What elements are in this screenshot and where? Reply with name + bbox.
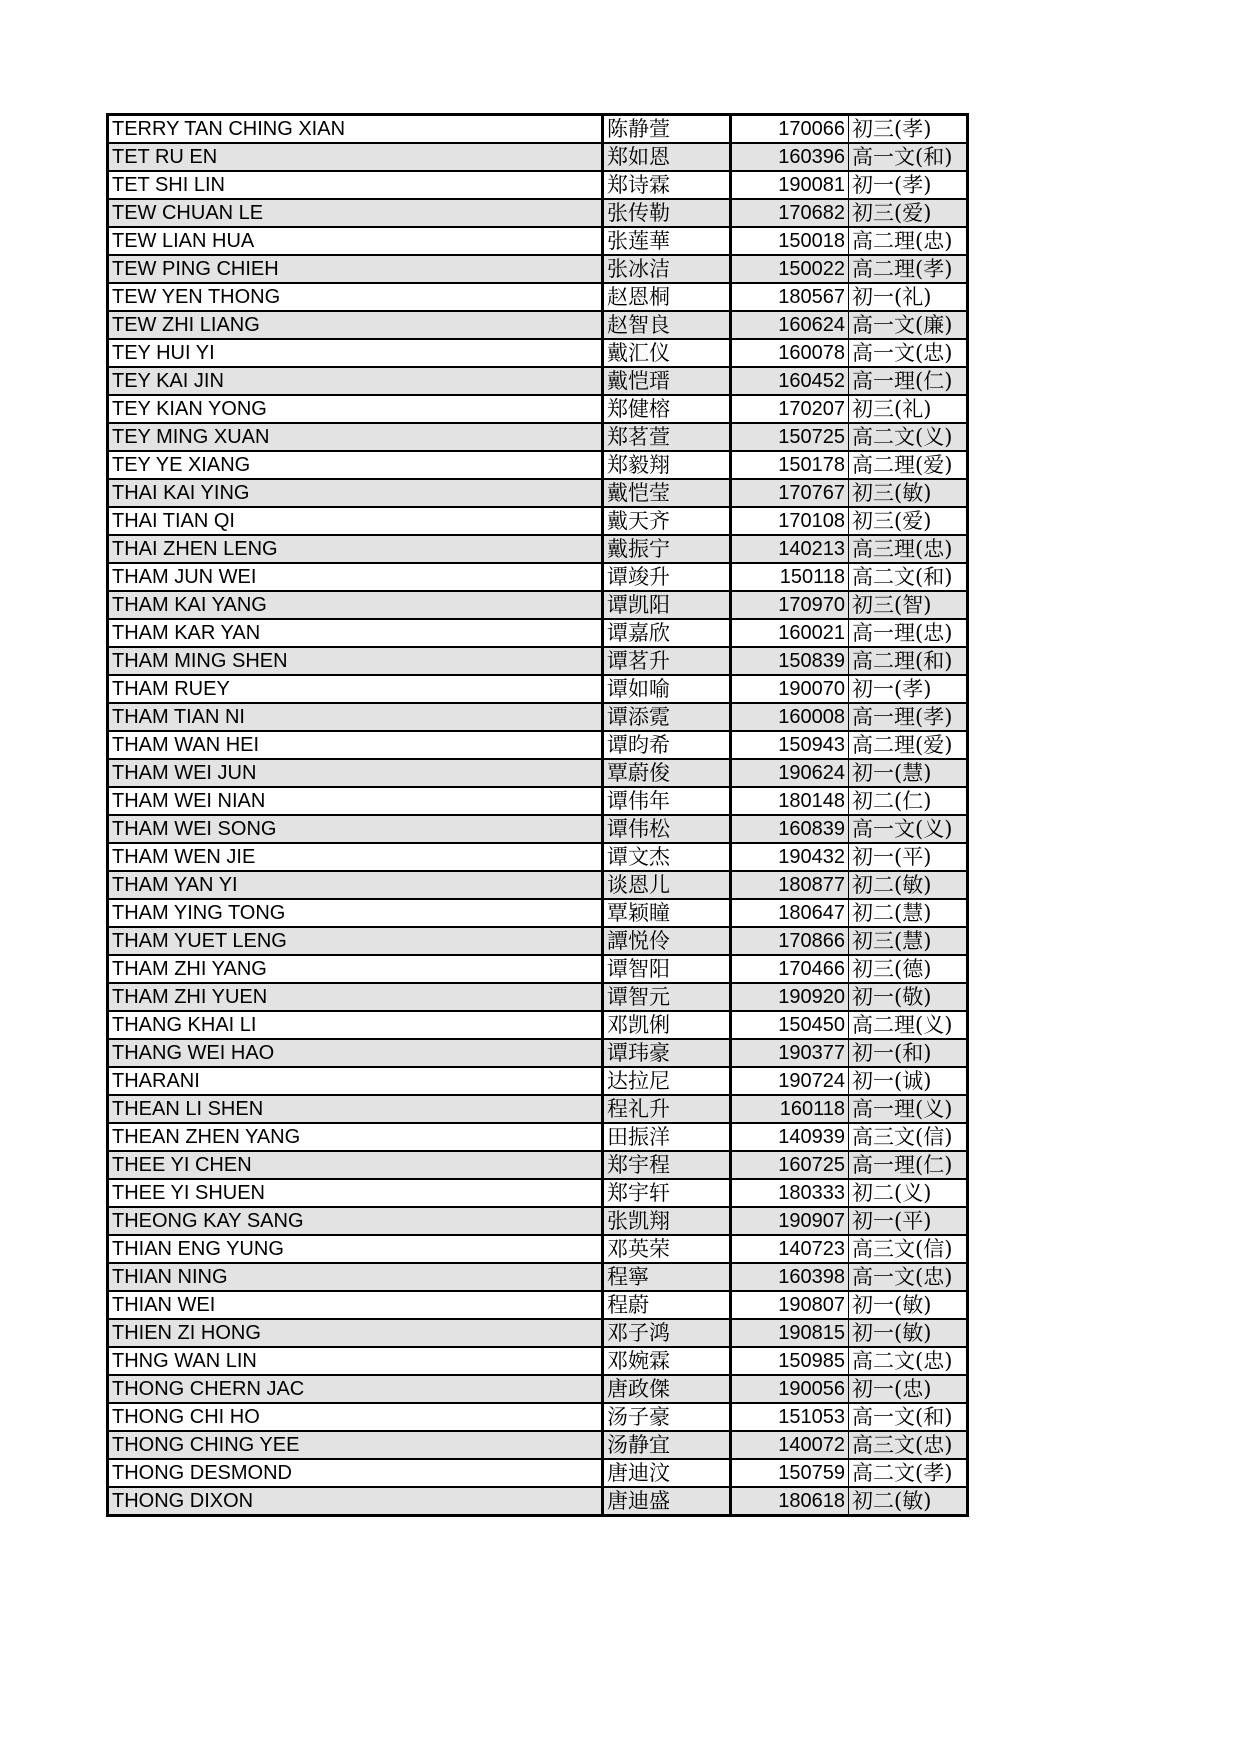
student-name-cell: THAM ZHI YANG xyxy=(108,955,603,983)
student-name-cell: THAM ZHI YUEN xyxy=(108,983,603,1011)
chinese-name-cell: 程礼升 xyxy=(603,1095,731,1123)
class-cell: 高二文(义) xyxy=(849,423,968,451)
chinese-name-cell: 覃蔚俊 xyxy=(603,759,731,787)
student-name-cell: THAM JUN WEI xyxy=(108,563,603,591)
class-cell: 初一(敏) xyxy=(849,1319,968,1347)
table-row xyxy=(108,507,968,535)
student-name-cell: TEY HUI YI xyxy=(108,339,603,367)
class-cell: 初一(平) xyxy=(849,843,968,871)
chinese-name-cell: 张莲華 xyxy=(603,227,731,255)
class-cell: 初三(慧) xyxy=(849,927,968,955)
table-row xyxy=(108,983,968,1011)
class-cell: 高一理(仁) xyxy=(849,1151,968,1179)
student-id-cell: 150943 xyxy=(731,731,849,759)
table-row xyxy=(108,1263,968,1291)
table-row xyxy=(108,283,968,311)
class-cell: 初二(慧) xyxy=(849,899,968,927)
chinese-name-cell: 郑宇程 xyxy=(603,1151,731,1179)
chinese-name-cell: 谭玮豪 xyxy=(603,1039,731,1067)
student-name-cell: THAM TIAN NI xyxy=(108,703,603,731)
chinese-name-cell: 郑宇轩 xyxy=(603,1179,731,1207)
student-name-cell: THONG DIXON xyxy=(108,1487,603,1516)
class-cell: 初一(礼) xyxy=(849,283,968,311)
student-id-cell: 190432 xyxy=(731,843,849,871)
student-id-cell: 180618 xyxy=(731,1487,849,1516)
class-cell: 高二理(和) xyxy=(849,647,968,675)
class-cell: 初一(孝) xyxy=(849,171,968,199)
student-name-cell: THEONG KAY SANG xyxy=(108,1207,603,1235)
student-id-cell: 190624 xyxy=(731,759,849,787)
class-cell: 初三(爱) xyxy=(849,199,968,227)
table-row xyxy=(108,619,968,647)
chinese-name-cell: 陈静萱 xyxy=(603,115,731,144)
student-name-cell: THANG WEI HAO xyxy=(108,1039,603,1067)
student-id-cell: 160839 xyxy=(731,815,849,843)
student-id-cell: 160398 xyxy=(731,1263,849,1291)
table-row xyxy=(108,339,968,367)
table-row xyxy=(108,115,968,144)
chinese-name-cell: 谭智阳 xyxy=(603,955,731,983)
student-name-cell: TEY KAI JIN xyxy=(108,367,603,395)
student-id-cell: 190056 xyxy=(731,1375,849,1403)
class-cell: 初一(慧) xyxy=(849,759,968,787)
student-name-cell: THAM WEN JIE xyxy=(108,843,603,871)
student-name-cell: THAM RUEY xyxy=(108,675,603,703)
table-row xyxy=(108,395,968,423)
chinese-name-cell: 谭伟松 xyxy=(603,815,731,843)
chinese-name-cell: 谭智元 xyxy=(603,983,731,1011)
student-id-cell: 150759 xyxy=(731,1459,849,1487)
table-row xyxy=(108,843,968,871)
student-name-cell: THNG WAN LIN xyxy=(108,1347,603,1375)
table-row xyxy=(108,1459,968,1487)
chinese-name-cell: 郑毅翔 xyxy=(603,451,731,479)
student-id-cell: 160021 xyxy=(731,619,849,647)
student-id-cell: 170108 xyxy=(731,507,849,535)
student-id-cell: 170466 xyxy=(731,955,849,983)
table-row xyxy=(108,759,968,787)
student-name-cell: THAM WEI SONG xyxy=(108,815,603,843)
student-id-cell: 190070 xyxy=(731,675,849,703)
student-id-cell: 150022 xyxy=(731,255,849,283)
student-name-cell: THONG CHI HO xyxy=(108,1403,603,1431)
student-id-cell: 170970 xyxy=(731,591,849,619)
class-cell: 高三文(忠) xyxy=(849,1431,968,1459)
student-id-cell: 150725 xyxy=(731,423,849,451)
chinese-name-cell: 谭伟年 xyxy=(603,787,731,815)
student-name-cell: THIAN NING xyxy=(108,1263,603,1291)
class-cell: 初一(敬) xyxy=(849,983,968,1011)
table-row xyxy=(108,1095,968,1123)
chinese-name-cell: 郑诗霖 xyxy=(603,171,731,199)
table-row xyxy=(108,1431,968,1459)
chinese-name-cell: 张凯翔 xyxy=(603,1207,731,1235)
student-id-cell: 160452 xyxy=(731,367,849,395)
chinese-name-cell: 谭竣升 xyxy=(603,563,731,591)
student-id-cell: 140072 xyxy=(731,1431,849,1459)
student-name-cell: THAM WAN HEI xyxy=(108,731,603,759)
chinese-name-cell: 唐政傑 xyxy=(603,1375,731,1403)
student-name-cell: TEY YE XIANG xyxy=(108,451,603,479)
class-cell: 高一文(义) xyxy=(849,815,968,843)
table-row xyxy=(108,787,968,815)
class-cell: 初一(忠) xyxy=(849,1375,968,1403)
student-name-cell: THAM YUET LENG xyxy=(108,927,603,955)
class-cell: 高一文(和) xyxy=(849,143,968,171)
table-row xyxy=(108,143,968,171)
student-id-cell: 170866 xyxy=(731,927,849,955)
table-row xyxy=(108,199,968,227)
student-name-cell: TEW CHUAN LE xyxy=(108,199,603,227)
class-cell: 初三(孝) xyxy=(852,117,932,141)
student-name-cell: THONG CHERN JAC xyxy=(108,1375,603,1403)
student-name-cell: THEAN ZHEN YANG xyxy=(108,1123,603,1151)
student-name-cell: THIAN ENG YUNG xyxy=(108,1235,603,1263)
chinese-name-cell: 谭昀希 xyxy=(603,731,731,759)
chinese-name-cell: 戴恺莹 xyxy=(603,479,731,507)
class-cell: 初三(敏) xyxy=(849,479,968,507)
student-id-cell: 140213 xyxy=(731,535,849,563)
chinese-name-cell: 郑健榕 xyxy=(603,395,731,423)
student-id-cell: 150118 xyxy=(731,563,849,591)
student-id-cell: 190807 xyxy=(731,1291,849,1319)
student-id-cell: 180877 xyxy=(731,871,849,899)
chinese-name-cell: 谈恩儿 xyxy=(603,871,731,899)
chinese-name-cell: 唐迪汶 xyxy=(603,1459,731,1487)
table-row xyxy=(108,1179,968,1207)
student-id-cell: 150178 xyxy=(731,451,849,479)
student-id-cell: 170066 xyxy=(731,115,849,144)
student-name-cell: THANG KHAI LI xyxy=(108,1011,603,1039)
chinese-name-cell: 郑茗萱 xyxy=(603,423,731,451)
student-name-cell: TEW ZHI LIANG xyxy=(108,311,603,339)
class-cell: 初三(德) xyxy=(849,955,968,983)
student-id-cell: 190081 xyxy=(731,171,849,199)
student-id-cell: 180333 xyxy=(731,1179,849,1207)
student-id-cell: 190724 xyxy=(731,1067,849,1095)
table-row xyxy=(108,255,968,283)
student-name-cell: THEE YI SHUEN xyxy=(108,1179,603,1207)
class-cell: 高一理(义) xyxy=(849,1095,968,1123)
student-name-cell: TEY MING XUAN xyxy=(108,423,603,451)
class-cell: 初一(孝) xyxy=(849,675,968,703)
class-cell: 高二理(孝) xyxy=(849,255,968,283)
table-row xyxy=(108,871,968,899)
student-id-cell: 170207 xyxy=(731,395,849,423)
student-id-cell: 160396 xyxy=(731,143,849,171)
chinese-name-cell: 戴天齐 xyxy=(603,507,731,535)
table-row xyxy=(108,479,968,507)
student-name-cell: TERRY TAN CHING XIAN xyxy=(108,115,603,144)
chinese-name-cell: 赵恩桐 xyxy=(603,283,731,311)
chinese-name-cell: 谭如喻 xyxy=(603,675,731,703)
class-cell: 初一(平) xyxy=(849,1207,968,1235)
chinese-name-cell: 戴振宁 xyxy=(603,535,731,563)
class-cell: 初三(礼) xyxy=(849,395,968,423)
chinese-name-cell: 唐迪盛 xyxy=(603,1487,731,1516)
student-name-cell: THAI ZHEN LENG xyxy=(108,535,603,563)
chinese-name-cell: 覃颖瞳 xyxy=(603,899,731,927)
class-cell: 高一理(仁) xyxy=(849,367,968,395)
student-id-cell: 151053 xyxy=(731,1403,849,1431)
class-cell: 高三文(信) xyxy=(849,1235,968,1263)
table-row xyxy=(108,171,968,199)
chinese-name-cell: 田振洋 xyxy=(603,1123,731,1151)
table-row xyxy=(108,1207,968,1235)
chinese-name-cell: 汤静宜 xyxy=(603,1431,731,1459)
student-id-cell: 150450 xyxy=(731,1011,849,1039)
student-id-cell: 160078 xyxy=(731,339,849,367)
student-name-cell: THIAN WEI xyxy=(108,1291,603,1319)
table-row xyxy=(108,899,968,927)
table-row xyxy=(108,1375,968,1403)
table-row xyxy=(108,451,968,479)
class-cell: 高一理(孝) xyxy=(849,703,968,731)
table-row xyxy=(108,731,968,759)
student-name-cell: TET RU EN xyxy=(108,143,603,171)
table-row xyxy=(108,227,968,255)
table-row xyxy=(108,1403,968,1431)
chinese-name-cell: 程寧 xyxy=(603,1263,731,1291)
class-cell: 初二(敏) xyxy=(849,1487,968,1516)
student-id-cell: 170682 xyxy=(731,199,849,227)
table-row xyxy=(108,1235,968,1263)
table-row xyxy=(108,311,968,339)
student-id-cell: 160008 xyxy=(731,703,849,731)
class-cell: 高一文(廉) xyxy=(849,311,968,339)
table-row xyxy=(108,1123,968,1151)
class-cell: 高二文(忠) xyxy=(849,1347,968,1375)
class-cell: 初三(爱) xyxy=(849,507,968,535)
student-name-cell: TEW PING CHIEH xyxy=(108,255,603,283)
class-cell: 高二理(爱) xyxy=(849,451,968,479)
table-row xyxy=(108,675,968,703)
table-row xyxy=(108,1151,968,1179)
table-row xyxy=(108,1487,968,1516)
chinese-name-cell: 谭添霓 xyxy=(603,703,731,731)
chinese-name-cell: 戴汇仪 xyxy=(603,339,731,367)
student-name-cell: THAM WEI NIAN xyxy=(108,787,603,815)
table-row xyxy=(108,703,968,731)
student-id-cell: 190920 xyxy=(731,983,849,1011)
student-name-cell: THIEN ZI HONG xyxy=(108,1319,603,1347)
table-row xyxy=(108,1347,968,1375)
student-name-cell: THAM YING TONG xyxy=(108,899,603,927)
class-cell: 高一理(忠) xyxy=(849,619,968,647)
student-name-cell: THEE YI CHEN xyxy=(108,1151,603,1179)
table-row xyxy=(108,591,968,619)
table-row xyxy=(108,1011,968,1039)
student-id-cell: 160624 xyxy=(731,311,849,339)
student-name-cell: THAM YAN YI xyxy=(108,871,603,899)
student-id-cell: 190377 xyxy=(731,1039,849,1067)
student-name-cell: THAM KAI YANG xyxy=(108,591,603,619)
student-id-cell: 180647 xyxy=(731,899,849,927)
student-roster-table xyxy=(106,113,969,1517)
student-id-cell: 150985 xyxy=(731,1347,849,1375)
student-id-cell: 160118 xyxy=(731,1095,849,1123)
table-row xyxy=(108,647,968,675)
student-name-cell: THAM WEI JUN xyxy=(108,759,603,787)
table-row xyxy=(108,535,968,563)
student-name-cell: TEW YEN THONG xyxy=(108,283,603,311)
table-row xyxy=(108,423,968,451)
student-name-cell: TET SHI LIN xyxy=(108,171,603,199)
student-name-cell: THONG DESMOND xyxy=(108,1459,603,1487)
chinese-name-cell: 赵智良 xyxy=(603,311,731,339)
student-name-cell: THAM MING SHEN xyxy=(108,647,603,675)
class-cell: 高二理(忠) xyxy=(849,227,968,255)
class-cell: 初二(义) xyxy=(849,1179,968,1207)
chinese-name-cell: 邓子鸿 xyxy=(603,1319,731,1347)
chinese-name-cell: 邓凯俐 xyxy=(603,1011,731,1039)
chinese-name-cell: 郑如恩 xyxy=(603,143,731,171)
student-id-cell: 170767 xyxy=(731,479,849,507)
chinese-name-cell: 谭文杰 xyxy=(603,843,731,871)
class-cell: 高二理(爱) xyxy=(849,731,968,759)
chinese-name-cell: 谭凯阳 xyxy=(603,591,731,619)
student-name-cell: THONG CHING YEE xyxy=(108,1431,603,1459)
class-cell: 高三理(忠) xyxy=(849,535,968,563)
chinese-name-cell: 邓婉霖 xyxy=(603,1347,731,1375)
student-id-cell: 150839 xyxy=(731,647,849,675)
class-cell: 初二(仁) xyxy=(849,787,968,815)
student-id-cell: 180148 xyxy=(731,787,849,815)
chinese-name-cell: 邓英荣 xyxy=(603,1235,731,1263)
student-name-cell: THAI KAI YING xyxy=(108,479,603,507)
chinese-name-cell: 张冰洁 xyxy=(603,255,731,283)
class-cell: 初一(和) xyxy=(849,1039,968,1067)
chinese-name-cell: 戴恺瑨 xyxy=(603,367,731,395)
class-cell: 初一(诚) xyxy=(849,1067,968,1095)
student-id-cell: 160725 xyxy=(731,1151,849,1179)
table-row xyxy=(108,1039,968,1067)
student-name-cell: THEAN LI SHEN xyxy=(108,1095,603,1123)
class-cell: 高三文(信) xyxy=(849,1123,968,1151)
class-cell: 高一文(和) xyxy=(849,1403,968,1431)
roster-body xyxy=(108,115,968,1516)
chinese-name-cell: 谭嘉欣 xyxy=(603,619,731,647)
student-name-cell: THARANI xyxy=(108,1067,603,1095)
table-row xyxy=(108,815,968,843)
student-name-cell: TEY KIAN YONG xyxy=(108,395,603,423)
student-name-cell: THAI TIAN QI xyxy=(108,507,603,535)
student-id-cell: 150018 xyxy=(731,227,849,255)
table-row xyxy=(108,1319,968,1347)
table-row xyxy=(108,367,968,395)
class-cell: 高二文(和) xyxy=(849,563,968,591)
class-cell: 高一文(忠) xyxy=(849,1263,968,1291)
student-id-cell: 180567 xyxy=(731,283,849,311)
chinese-name-cell: 张传勒 xyxy=(603,199,731,227)
chinese-name-cell: 汤子豪 xyxy=(603,1403,731,1431)
student-id-cell: 190907 xyxy=(731,1207,849,1235)
student-id-cell: 190815 xyxy=(731,1319,849,1347)
class-cell: 高二理(义) xyxy=(849,1011,968,1039)
class-cell: 高二文(孝) xyxy=(849,1459,968,1487)
student-name-cell: THAM KAR YAN xyxy=(108,619,603,647)
table-row xyxy=(108,1067,968,1095)
class-cell: 初三(智) xyxy=(849,591,968,619)
chinese-name-cell: 譚悦伶 xyxy=(603,927,731,955)
table-row xyxy=(108,563,968,591)
chinese-name-cell: 谭茗升 xyxy=(603,647,731,675)
class-cell: 初一(敏) xyxy=(849,1291,968,1319)
table-row xyxy=(108,955,968,983)
student-id-cell: 140723 xyxy=(731,1235,849,1263)
table-row xyxy=(108,1291,968,1319)
class-cell: 高一文(忠) xyxy=(849,339,968,367)
class-cell: 初二(敏) xyxy=(849,871,968,899)
student-name-cell: TEW LIAN HUA xyxy=(108,227,603,255)
chinese-name-cell: 程蔚 xyxy=(603,1291,731,1319)
table-row xyxy=(108,927,968,955)
student-id-cell: 140939 xyxy=(731,1123,849,1151)
chinese-name-cell: 达拉尼 xyxy=(603,1067,731,1095)
